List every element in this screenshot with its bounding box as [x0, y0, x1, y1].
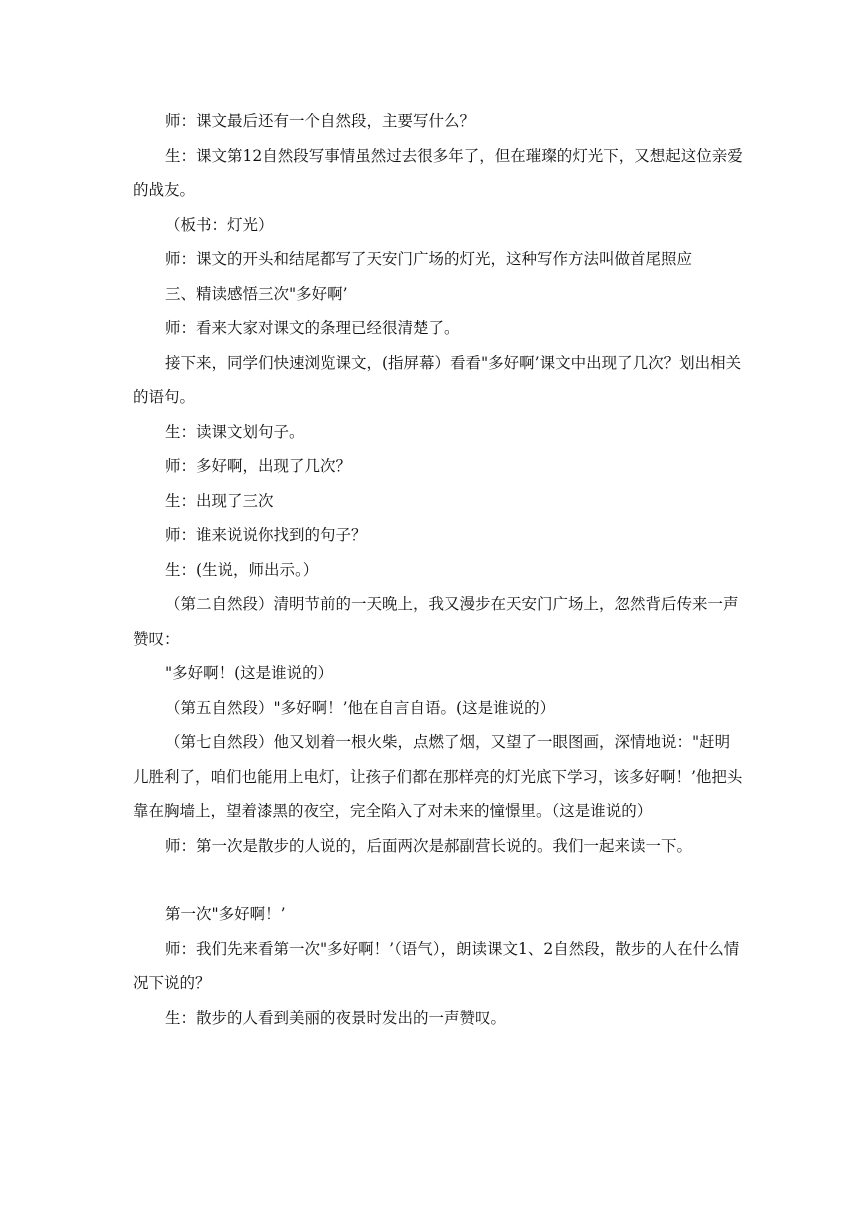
- paragraph: 师：我们先来看第一次"多好啊！’（语气），朗读课文1、2自然段，散步的人在什么情况下说的？: [133, 939, 740, 992]
- paragraph: （第五自然段）"多好啊！’他在自言自语。(这是谁说的）: [165, 698, 556, 717]
- paragraph: 师：课文的开头和结尾都写了天安门广场的灯光，这种写作方法叫做首尾照应: [165, 250, 693, 268]
- paragraph: 生：出现了三次: [165, 491, 274, 510]
- paragraph: 生：读课文划句子。: [165, 422, 305, 441]
- section-heading: 三、精读感悟三次"多好啊’: [165, 284, 348, 303]
- document-body: [133, 104, 743, 1035]
- paragraph: （第二自然段）清明节前的一天晚上，我又漫步在天安门广场上，忽然背后传来一声赞叹：: [133, 595, 739, 648]
- paragraph: 师：课文最后还有一个自然段，主要写什么？: [165, 112, 476, 130]
- paragraph: （板书：灯光）: [165, 215, 274, 234]
- paragraph: 师：看来大家对课文的条理已经很清楚了。: [165, 319, 460, 337]
- paragraph: 师：第一次是散步的人说的，后面两次是郝副营长说的。我们一起来读一下。: [165, 836, 693, 855]
- paragraph: "多好啊！(这是谁说的）: [165, 664, 334, 682]
- blank-line: [133, 863, 743, 897]
- paragraph: （第七自然段）他又划着一根火柴，点燃了烟，又望了一眼图画，深情地说："赶明儿胜利了，咱们也能用上电灯，让孩子们都在那样亮的灯光底下学习，该多好啊！’他把头靠在胸墙上，望着漆黑的夜空，完全陷入了对未来的憧憬里。（这是谁说的）: [133, 733, 743, 820]
- paragraph: 接下来，同学们快速浏览课文，(指屏幕）看看"多好啊’课文中出现了几次？划出相关的语句。: [133, 353, 742, 406]
- paragraph: 生：散步的人看到美丽的夜景时发出的一声赞叹。: [165, 1008, 507, 1027]
- paragraph: 生：(生说，师出示。）: [165, 560, 319, 579]
- paragraph: 生：课文第12自然段写事情虽然过去很多年了，但在璀璨的灯光下，又想起这位亲爱的战友。: [133, 146, 743, 199]
- subsection-heading: 第一次"多好啊！’: [165, 905, 286, 923]
- paragraph: 师：多好啊，出现了几次？: [165, 457, 352, 475]
- paragraph: 师：谁来说说你找到的句子？: [165, 526, 367, 544]
